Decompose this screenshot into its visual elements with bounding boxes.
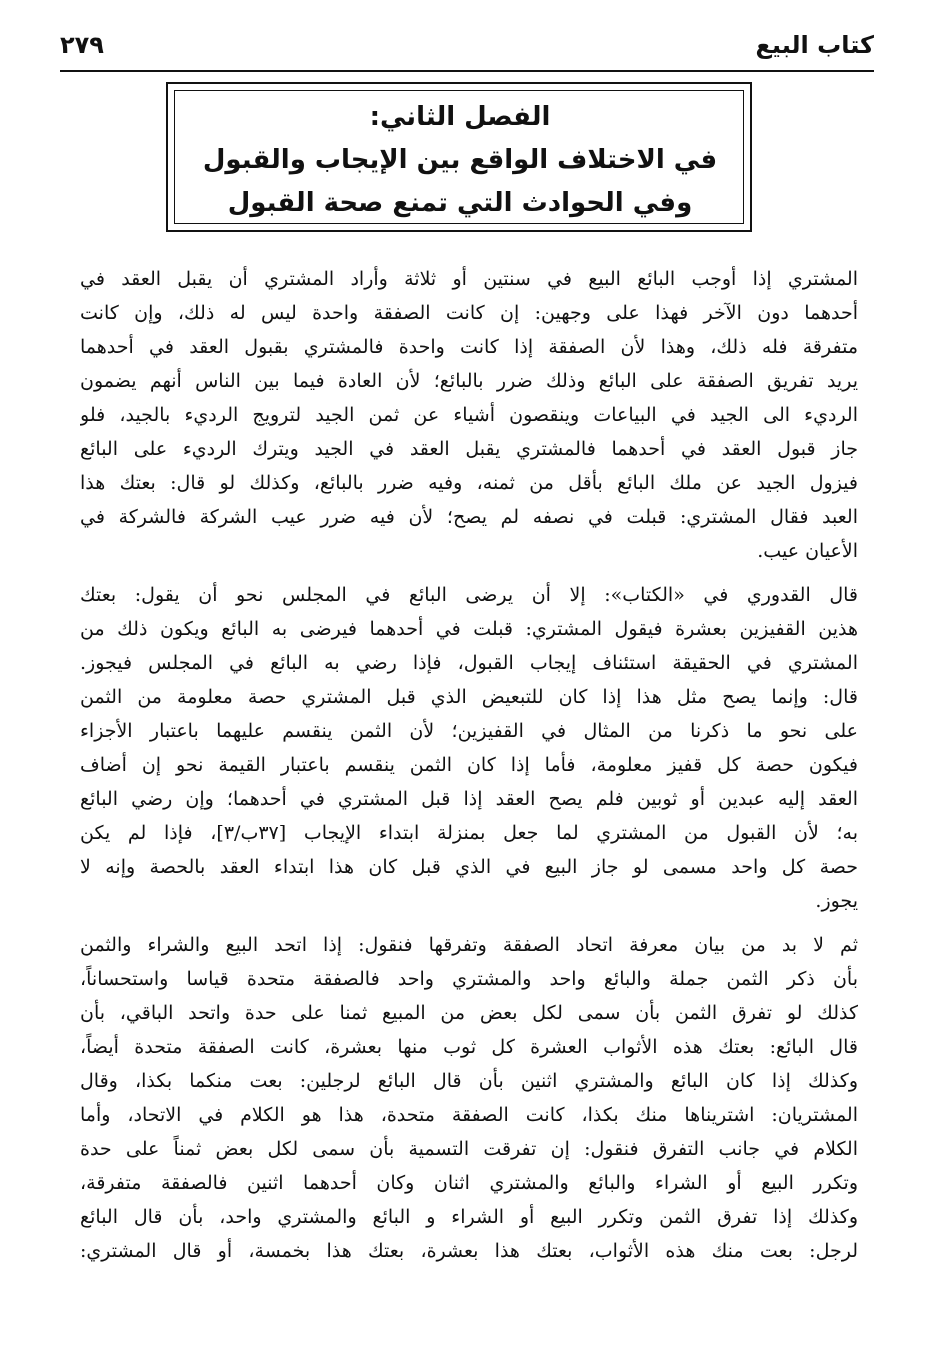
text-line: به؛ لأن القبول من المشتري لما جعل بمنزلة ابتداء الإيجاب [٣٧ب/٣]، فإذا لم يكن bbox=[80, 822, 858, 844]
body-text bbox=[80, 262, 858, 1278]
paragraph-1 bbox=[80, 262, 858, 568]
text-line: الأعيان عيب. bbox=[757, 540, 858, 562]
text-line: جاز قبول العقد في أحدهما فالمشتري يقبل العقد في الجيد ويترك الرديء على البائع bbox=[80, 438, 858, 460]
text-line: المشتري إذا أوجب البائع البيع في سنتين أو ثلاثة وأراد المشتري أن يقبل العقد في bbox=[80, 268, 858, 290]
chapter-subtitle-line-2: وفي الحوادث التي تمنع صحة القبول bbox=[227, 188, 693, 218]
text-line: بأن ذكر الثمن جملة والبائع واحد والمشتري واحد فالصفقة متحدة قياسا واستحساناً، bbox=[80, 968, 858, 990]
paragraph-2 bbox=[80, 578, 858, 918]
text-line: كذلك لو تفرق الثمن بأن سمى لكل بعض من المبيع ثمنا على حدة واتحد الباقي، بأن bbox=[80, 1002, 858, 1024]
text-line: وكذلك إذا كان البائع والمشتري اثنين بأن قال البائع لرجلين: بعت منكما بكذا، وقال bbox=[80, 1070, 858, 1092]
chapter-number-line: الفصل الثاني: bbox=[369, 102, 551, 132]
text-line: وتكرر البيع أو الشراء والبائع والمشتري اثنان وكان أحدهما اثنين فالصفقة متفرقة، bbox=[80, 1172, 858, 1194]
text-line: قال: وإنما يصح مثل هذا إذا كان للتبعيض الذي قبل المشتري حصة معلومة من الثمن bbox=[80, 686, 858, 708]
text-line: فيزول الجيد عن ملك البائع بأقل من ثمنه، وفيه ضرر بالبائع، وكذلك لو قال: بعتك هذا bbox=[80, 472, 858, 494]
text-line: قال البائع: بعتك هذه الأثواب العشرة كل ثوب منها بعشرة، كانت الصفقة متحدة أيضاً، bbox=[80, 1036, 858, 1058]
text-line: المشتريان: اشتريناها منك بكذا، كانت الصفقة متحدة، هذا هو الكلام في الاتحاد، وأما bbox=[80, 1104, 858, 1126]
text-line: متفرقة فله ذلك، وهذا لأن الصفقة إذا كانت واحدة فالمشتري بقبول العقد في أحدهما bbox=[80, 336, 858, 358]
text-line: وكذلك إذا تفرق الثمن وتكرر البيع أو الشراء و البائع والمشتري واحد، بأن قال البائع bbox=[80, 1206, 858, 1228]
text-line: حصة كل واحد مسمى لو جاز البيع في الذي قبل كان هذا ابتداء العقد بالحصة وإنه لا bbox=[80, 856, 858, 878]
paragraph-3 bbox=[80, 928, 858, 1268]
text-line: ثم لا بد من بيان معرفة اتحاد الصفقة وتفرقها فنقول: إذا اتحد البيع والشراء والثمن bbox=[80, 934, 858, 956]
text-line: قال القدوري في «الكتاب»: إلا أن يرضى البائع في المجلس نحو أن يقول: بعتك bbox=[80, 584, 858, 606]
text-line: يريد تفريق الصفقة على البائع وذلك ضرر بالبائع؛ لأن العادة فيما بين الناس أنهم يضمون bbox=[80, 370, 858, 392]
running-head bbox=[60, 22, 874, 68]
text-line: فيكون حصة كل قفيز معلومة، فأما إذا كان الثمن ينقسم باعتبار القيمة نحو إن أضاف bbox=[80, 754, 858, 776]
text-line: الكلام في جانب التفرق فنقول: إن تفرقت التسمية بأن سمى لكل بعض ثمناً على حدة bbox=[80, 1138, 858, 1160]
text-line: الرديء الى الجيد في البياعات وينقصون أشياء عن ثمن الجيد لترويج الرديء بالجيد، فلو bbox=[80, 404, 858, 426]
text-line: العقد إليه عبدين أو ثوبين فلم يصح العقد إذا قبل المشتري في أحدهما؛ وإن رضي البائع bbox=[80, 788, 858, 810]
text-line: لرجل: بعت منك هذه الأثواب، بعتك هذا بعشرة، بعتك هذا بخمسة، أو قال المشتري: bbox=[80, 1240, 858, 1262]
text-line: المشتري في الحقيقة استئناف إيجاب القبول، فإذا رضي به البائع في المجلس فيجوز. bbox=[80, 652, 858, 674]
text-line: يجوز. bbox=[815, 890, 858, 912]
page-number: ٢٧٩ bbox=[60, 31, 104, 59]
text-line: هذين القفيزين بعشرة فيقول المشتري: قبلت في أحدهما فيرضى به البائع ويكون ذلك من bbox=[80, 618, 858, 640]
text-line: على نحو ما ذكرنا من المثال في القفيزين؛ لأن الثمن ينقسم عليهما باعتبار الأجزاء bbox=[80, 720, 858, 742]
chapter-heading bbox=[180, 96, 740, 225]
book-title: كتاب البيع bbox=[755, 31, 874, 59]
chapter-subtitle-line-1: في الاختلاف الواقع بين الإيجاب والقبول bbox=[202, 145, 718, 175]
text-line: أحدهما دون الآخر فهذا على وجهين: إن كانت الصفقة واحدة ليس له ذلك، وإن كانت bbox=[80, 302, 858, 324]
header-rule bbox=[60, 70, 874, 72]
text-line: العبد فقال المشتري: قبلت في نصفه لم يصح؛ لأن فيه ضرر عيب الشركة فالشركة في bbox=[80, 506, 858, 528]
